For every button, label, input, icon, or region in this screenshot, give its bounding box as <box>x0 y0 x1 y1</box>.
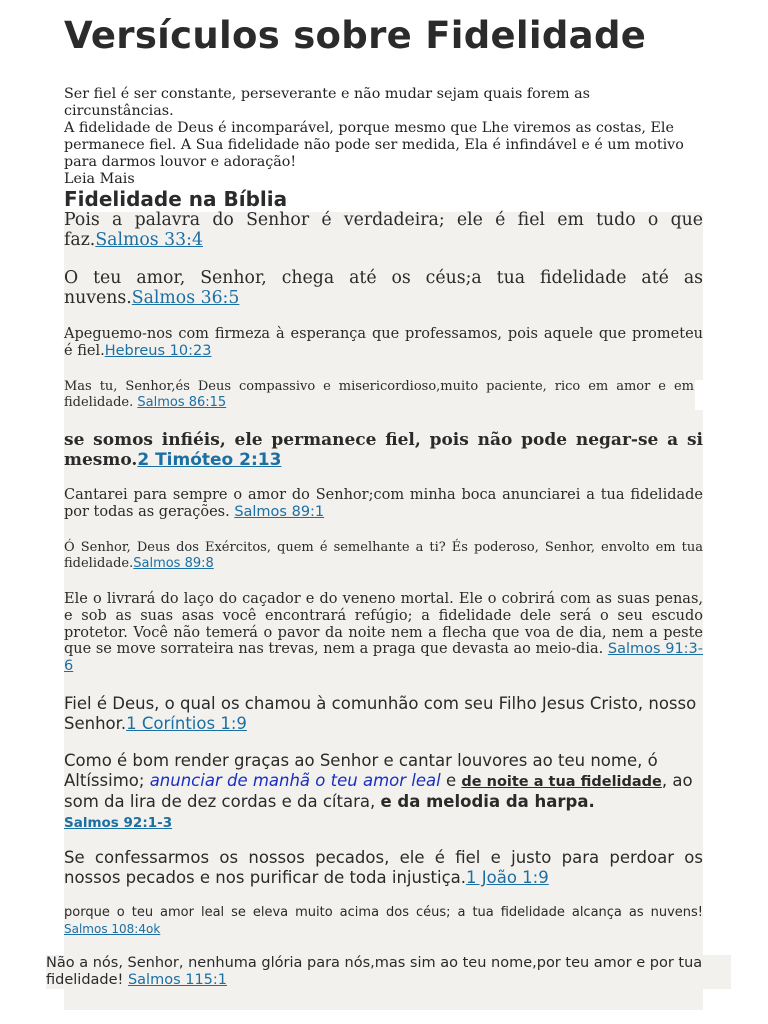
verse-body: Como é bom render graças ao Senhor e cantar louvores ao teu nome, ó Altíssimo; <box>64 751 658 790</box>
verse-text <box>46 955 731 989</box>
verse-reference-link[interactable]: 1 João 1:9 <box>466 868 549 887</box>
verse-reference-link[interactable]: Salmos 92:1-3 <box>64 815 173 831</box>
verse-text <box>64 848 703 888</box>
section-title: Fidelidade na Bíblia <box>64 187 288 211</box>
verse-text <box>64 430 703 470</box>
verse-reference-link[interactable]: Hebreus 10:23 <box>104 343 212 359</box>
verse-text <box>64 210 703 250</box>
read-more-link[interactable]: Leia Mais <box>64 171 135 187</box>
intro-line: A fidelidade de Deus é incomparável, porque mesmo que Lhe viremos as costas, Ele permanece fiel. A Sua fidelidade não pode ser medida, Ela é infindável e é um motivo para darmos louvor e adoração! <box>64 120 684 170</box>
emphasis-text: de noite a tua fidelidade <box>461 774 662 790</box>
verse-body: se somos infiéis, ele permanece fiel, pois não pode negar-se a si mesmo. <box>64 430 703 470</box>
verse-body: Não a nós, Senhor, nenhuma glória para nós,mas sim ao teu nome,por teu amor e por tua fidelidade! <box>46 955 703 988</box>
verse-text <box>64 694 703 734</box>
verse-text <box>64 487 703 521</box>
verse-body: Ele o livrará do laço do caçador e do veneno mortal. Ele o cobrirá com as suas penas, e sob as suas asas você encontrará refúgio; a fidelidade dele será o seu escudo protetor. Você não temerá o pavor da noite nem a flecha que voa de dia, nem a peste que se move sorrateira nas trevas, nem a praga que devasta ao meio-dia. <box>64 591 703 658</box>
verse-reference-link[interactable]: 2 Timóteo 2:13 <box>137 450 282 470</box>
divider <box>695 380 709 410</box>
verse-reference-link[interactable]: Salmos 36:5 <box>131 288 240 308</box>
verse-reference-link[interactable]: Salmos 86:15 <box>137 395 227 410</box>
intro-text <box>64 86 704 188</box>
verse-body: Mas tu, Senhor,és Deus compassivo e misericordioso,muito paciente, rico em amor e em fidelidade. <box>64 379 694 410</box>
verse-text <box>64 905 703 938</box>
verse-body: e <box>440 771 462 790</box>
verse-body: Fiel é Deus, o qual os chamou à comunhão com seu Filho Jesus Cristo, nosso Senhor. <box>64 694 697 733</box>
verse-text <box>64 326 703 360</box>
verse-reference-link[interactable]: 1 Coríntios 1:9 <box>126 714 247 733</box>
page-title: Versículos sobre Fidelidade <box>64 14 647 57</box>
verse-reference-link[interactable]: Salmos 115:1 <box>127 972 228 988</box>
emphasis-text: e da melodia da harpa. <box>380 792 595 811</box>
verse-reference-link[interactable]: Salmos 108:4ok <box>64 922 161 936</box>
verse-reference-link[interactable]: Salmos 89:1 <box>234 504 325 520</box>
verse-text <box>64 379 694 411</box>
verse-text <box>64 268 703 308</box>
verse-text <box>64 591 703 675</box>
verse-body: O teu amor, Senhor, chega até os céus;a tua fidelidade até as nuvens. <box>64 268 703 308</box>
verse-text <box>64 751 703 833</box>
verse-reference-link[interactable]: Salmos 33:4 <box>95 230 203 250</box>
verse-body: Pois a palavra do Senhor é verdadeira; ele é fiel em tudo o que faz. <box>64 210 703 250</box>
intro-line: Ser fiel é ser constante, perseverante e não mudar sejam quais forem as circunstâncias. <box>64 86 591 119</box>
verse-text <box>64 540 703 572</box>
verse-body: Apeguemo-nos com firmeza à esperança que professamos, pois aquele que prometeu é fiel. <box>64 326 703 359</box>
verse-body: Se confessarmos os nossos pecados, ele é fiel e justo para perdoar os nossos pecados e nos purificar de toda injustiça. <box>64 848 703 887</box>
verse-body: Ó Senhor, Deus dos Exércitos, quem é semelhante a ti? És poderoso, Senhor, envolto em tua fidelidade. <box>64 540 703 571</box>
verse-body: Cantarei para sempre o amor do Senhor;com minha boca anunciarei a tua fidelidade por todas as gerações. <box>64 487 703 520</box>
verse-reference-link[interactable]: Salmos 91:3-6 <box>64 641 704 675</box>
verse-reference-link[interactable]: Salmos 89:8 <box>133 556 214 571</box>
emphasis-text: anunciar de manhã o teu amor leal <box>149 771 441 790</box>
verse-body: , ao som da lira de dez cordas e da cítara, <box>64 771 693 811</box>
verse-body: porque o teu amor leal se eleva muito acima dos céus; a tua fidelidade alcança as nuvens! <box>64 905 703 920</box>
